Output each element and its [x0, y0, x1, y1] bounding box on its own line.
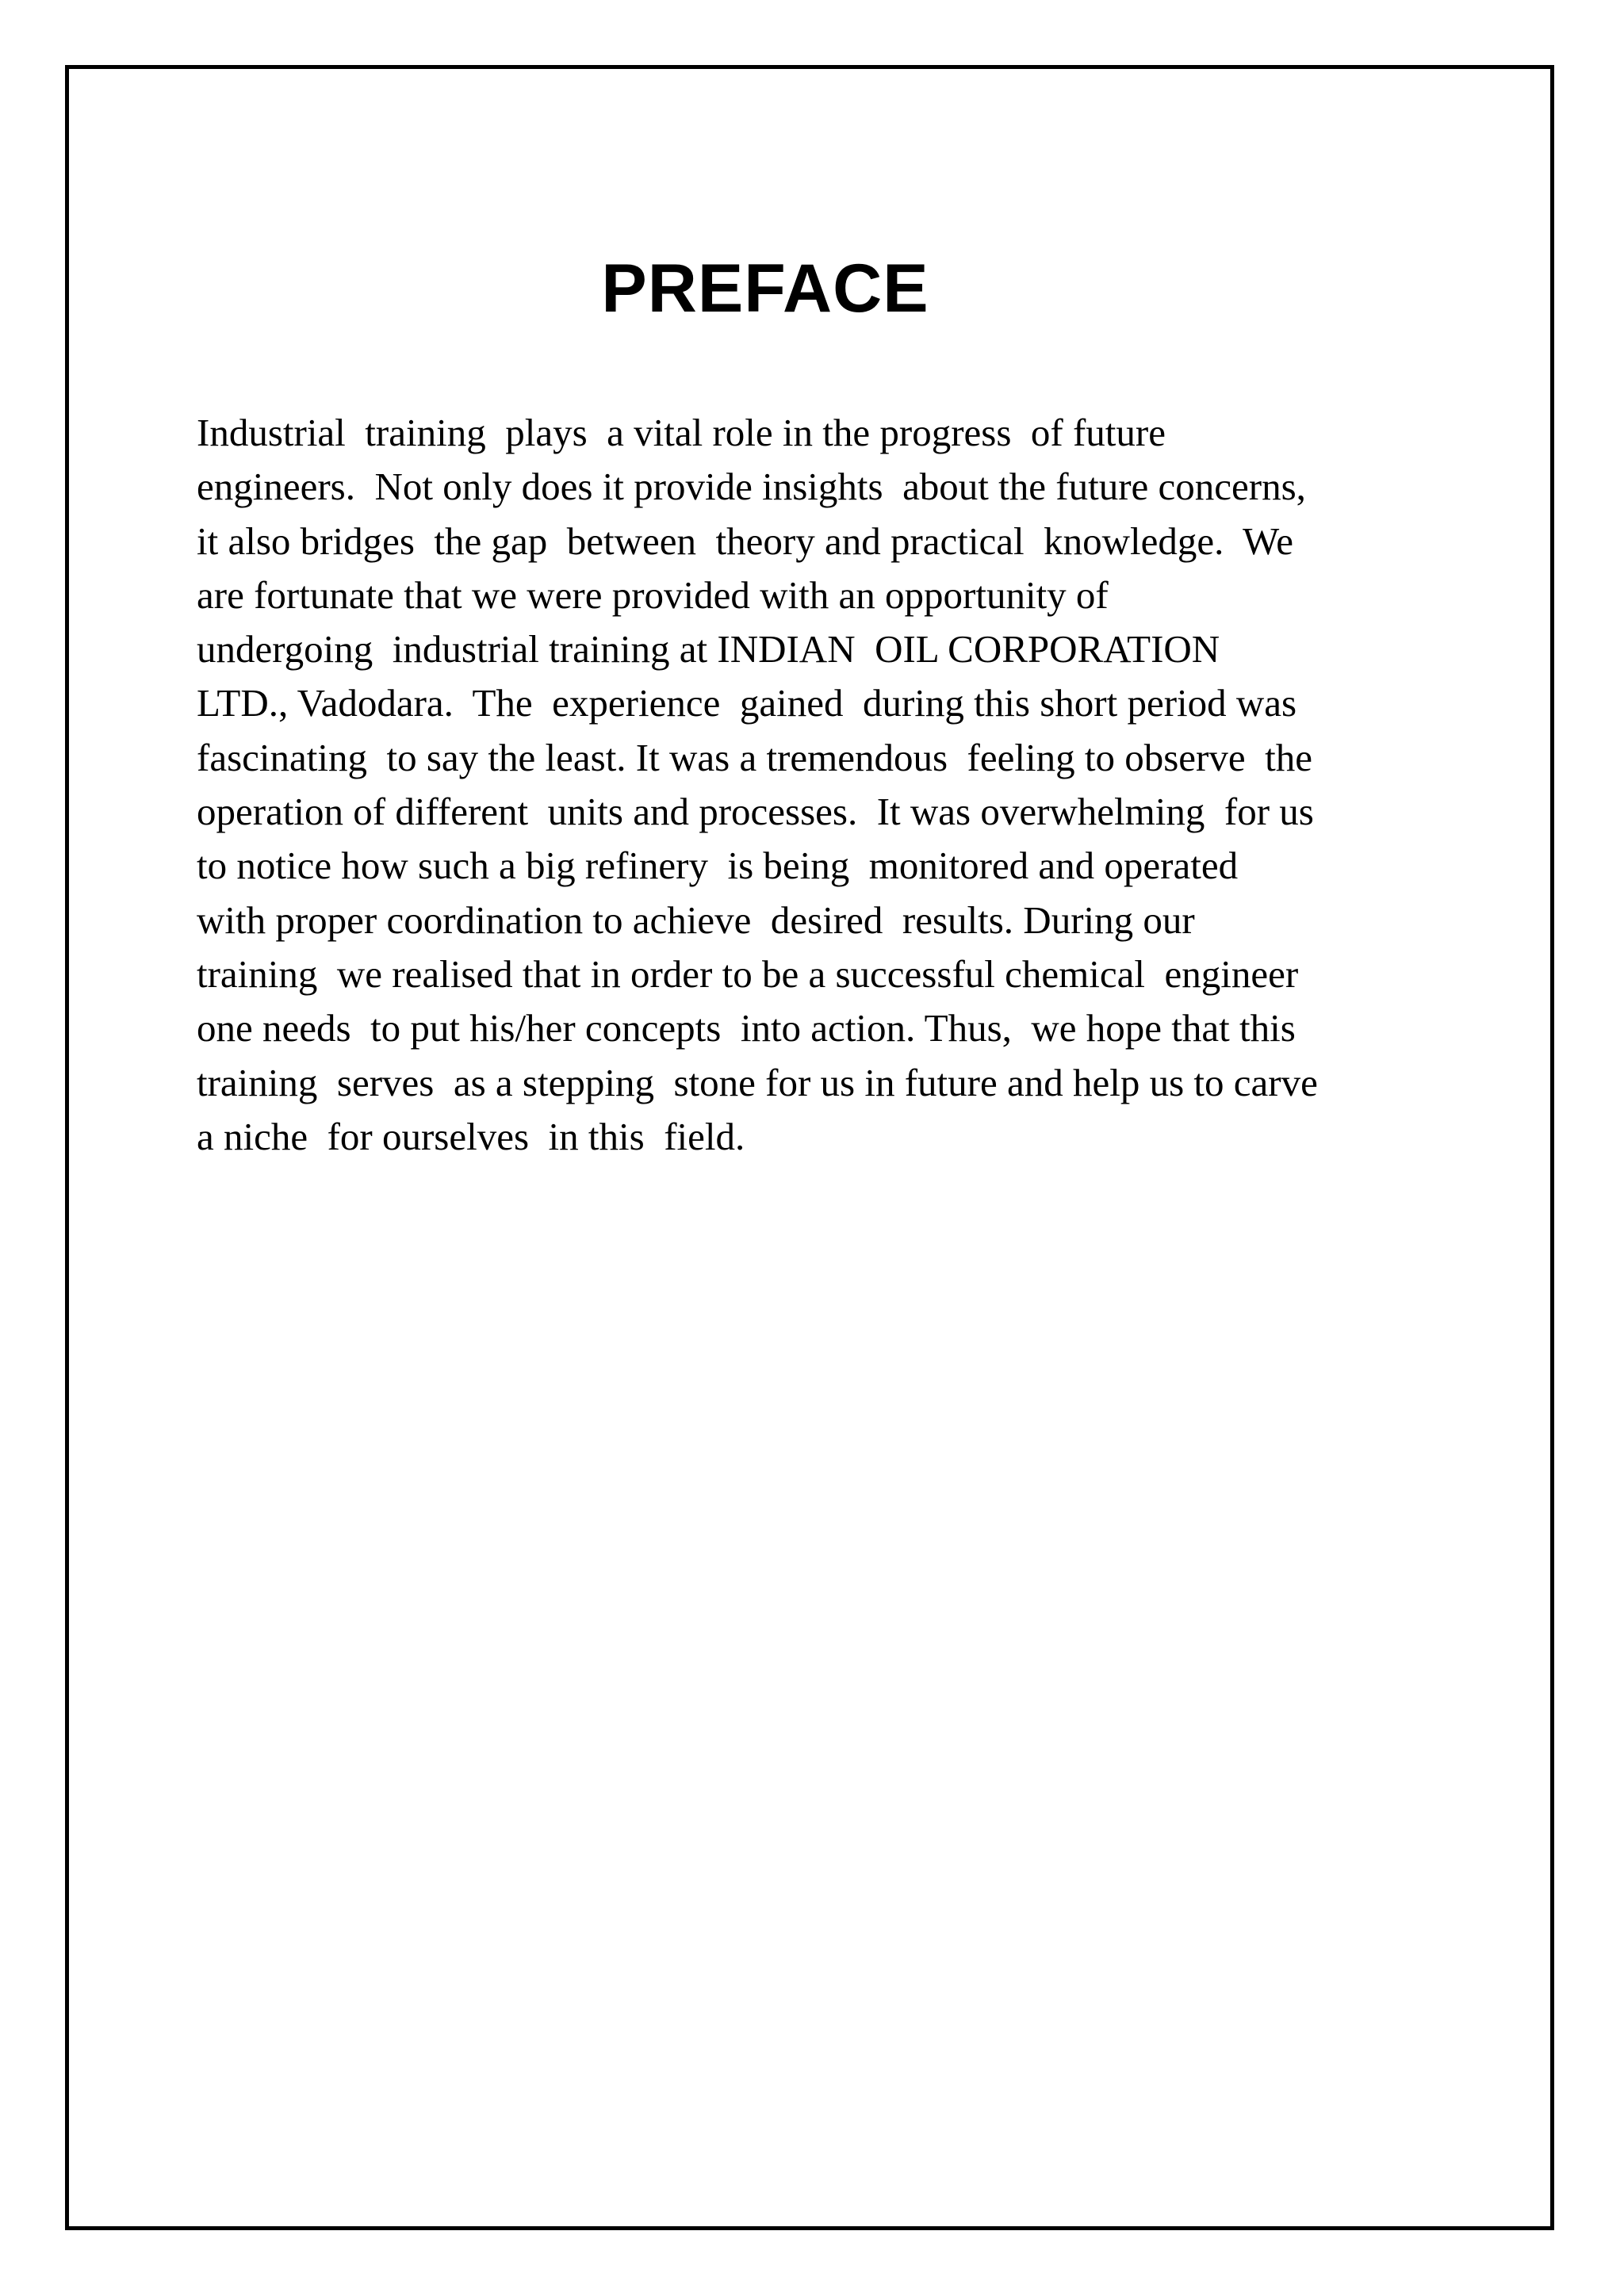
paragraph-line: Industrial training plays a vital role in the progress of future: [197, 411, 1166, 454]
paragraph-line: engineers. Not only does it provide insights about the future concerns,: [197, 465, 1306, 509]
paragraph-line: LTD., Vadodara. The experience gained during this short period was: [197, 681, 1297, 725]
paragraph-line: operation of different units and processes. It was overwhelming for us: [197, 790, 1314, 834]
preface-paragraph: [197, 406, 1505, 1164]
paragraph-line: a niche for ourselves in this field.: [197, 1114, 745, 1158]
page-title: PREFACE: [601, 250, 929, 327]
paragraph-line: training we realised that in order to be a successful chemical engineer: [197, 951, 1299, 996]
paragraph-line: training serves as a stepping stone for us in future and help us to carve: [197, 1060, 1318, 1104]
paragraph-line: are fortunate that we were provided with an opportunity of: [197, 572, 1109, 617]
paragraph-line: it also bridges the gap between theory and practical knowledge. We: [197, 519, 1294, 563]
paragraph-line: to notice how such a big refinery is being monitored and operated: [197, 844, 1239, 888]
paragraph-line: undergoing industrial training at INDIAN OIL CORPORATION: [197, 627, 1220, 672]
paragraph-line: with proper coordination to achieve desired results. During our: [197, 897, 1195, 942]
paragraph-line: fascinating to say the least. It was a tremendous feeling to observe the: [197, 735, 1312, 779]
paragraph-line: one needs to put his/her concepts into action. Thus, we hope that this: [197, 1006, 1296, 1050]
